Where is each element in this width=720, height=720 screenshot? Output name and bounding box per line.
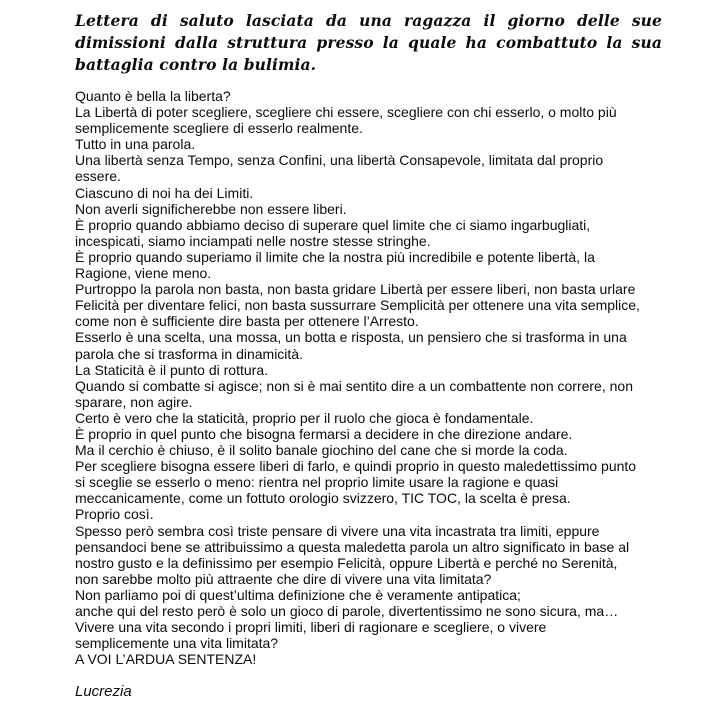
letter-line: parola che si trasforma in dinamicità. bbox=[75, 345, 303, 362]
letter-line: Certo è vero che la staticità, proprio per il ruolo che gioca è fondamentale. bbox=[75, 409, 534, 426]
letter-line: Tutto in una parola. bbox=[75, 136, 196, 153]
letter-line: Quando si combatte si agisce; non si è mai sentito dire a un combattente non correre, non bbox=[75, 377, 633, 394]
letter-line: La Libertà di poter scegliere, scegliere chi essere, scegliere con chi esserlo, o molto più bbox=[75, 104, 617, 121]
letter-line: come non è sufficiente dire basta per ottenere l’Arresto. bbox=[75, 313, 419, 330]
letter-line: anche qui del resto però è solo un gioco di parole, divertentissimo ne sono sicura, ma… bbox=[75, 603, 619, 619]
letter-line: È proprio quando superiamo il limite che la nostra più incredibile e potente libertà, la bbox=[75, 248, 595, 265]
letter-line: Per scegliere bisogna essere liberi di farlo, e quindi proprio in questo maledettissimo punto bbox=[75, 458, 637, 475]
letter-line: Ciascuno di noi ha dei Limiti. bbox=[75, 184, 254, 201]
letter-line: si sceglie se esserlo o meno: rientra nel proprio limite usare la ragione e quasi bbox=[75, 474, 559, 491]
letter-line: Ma il cerchio è chiuso, è il solito banale giochino del cane che si morde la coda. bbox=[75, 442, 568, 459]
letter-line: Proprio così. bbox=[75, 506, 154, 523]
letter-line: Spesso però sembra così triste pensare di vivere una vita incastrata tra limiti, eppure bbox=[75, 522, 600, 539]
letter-title: Lettera di saluto lasciata da una ragazza il giorno delle sue dimissioni dalla struttura presso la quale ha combattuto la sua battaglia contro la bulimia. bbox=[75, 11, 662, 74]
signature: Lucrezia bbox=[75, 683, 132, 701]
letter-line: È proprio in quel punto che bisogna fermarsi a decidere in che direzione andare. bbox=[75, 425, 573, 442]
letter-line: non sarebbe molto più attraente che dire di vivere una vita limitata? bbox=[75, 570, 492, 587]
letter-line: semplicemente scegliere di esserlo realmente. bbox=[75, 120, 363, 137]
letter-line: essere. bbox=[75, 168, 121, 185]
letter-line: La Staticità è il punto di rottura. bbox=[75, 361, 268, 378]
letter-line: Non parliamo poi di quest’ultima definizione che è veramente antipatica; bbox=[75, 586, 521, 603]
letter-line: meccanicamente, come un fottuto orologio svizzero, TIC TOC, la scelta è presa. bbox=[75, 490, 571, 507]
letter-line: pensandoci bene se attribuissimo a questa maledetta parola un altro significato in base al bbox=[75, 538, 630, 555]
letter-line: Ragione, viene meno. bbox=[75, 265, 212, 282]
letter-line: nostro gusto e la definissimo per esempio Felicità, oppure Libertà e perché no Serenità, bbox=[75, 554, 618, 571]
letter-line: A VOI L’ARDUA SENTENZA! bbox=[75, 651, 257, 668]
letter-line: Una libertà senza Tempo, senza Confini, una libertà Consapevole, limitata dal proprio bbox=[75, 152, 604, 169]
letter-body bbox=[75, 88, 662, 667]
letter-line: sparare, non agire. bbox=[75, 393, 193, 410]
letter-line: Vivere una vita secondo i propri limiti, liberi di ragionare e scegliere, o vivere bbox=[75, 619, 547, 636]
letter-line: Felicità per diventare felici, non basta sussurrare Semplicità per ottenere una vita semplice, bbox=[75, 297, 640, 314]
letter-line: Quanto è bella la liberta? bbox=[75, 88, 231, 104]
letter-line: incespicati, siamo inciampati nelle nostre stesse stringhe. bbox=[75, 232, 431, 249]
letter-line: È proprio quando abbiamo deciso di superare quel limite che ci siamo ingarbugliati, bbox=[75, 216, 591, 233]
letter-line: semplicemente una vita limitata? bbox=[75, 635, 279, 652]
letter-line: Esserlo è una scelta, una mossa, un botta e risposta, un pensiero che si trasforma in una bbox=[75, 329, 627, 346]
letter-line: Purtroppo la parola non basta, non basta gridare Libertà per essere liberi, non basta urlare bbox=[75, 281, 636, 298]
letter-line: Non averli significherebbe non essere liberi. bbox=[75, 200, 347, 217]
